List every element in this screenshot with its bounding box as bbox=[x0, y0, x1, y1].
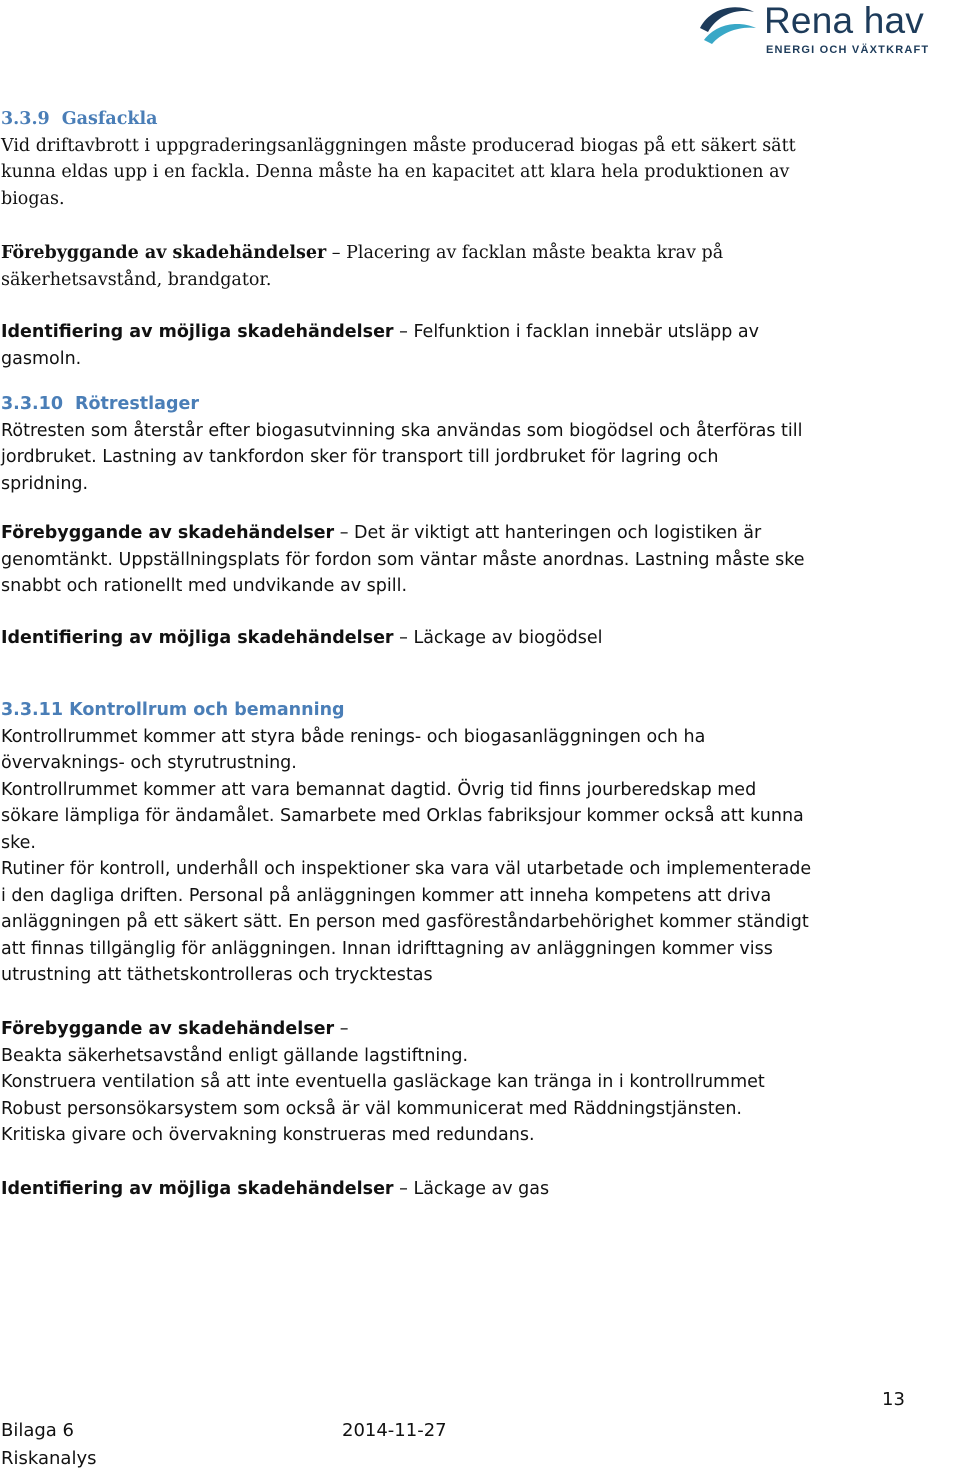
footer-doc-title: Riskanalys bbox=[1, 1448, 97, 1469]
prevention-text: – Det är viktigt att hanteringen och logistiken är bbox=[334, 523, 762, 543]
paragraph-line: Kontrollrummet kommer att styra både renings- och biogasanläggningen och ha bbox=[1, 726, 706, 747]
paragraph-line: utrustning att täthetskontrolleras och trycktestas bbox=[1, 965, 433, 985]
footer-left bbox=[1, 1417, 97, 1473]
identification-paragraph bbox=[1, 319, 931, 372]
logo-tagline: ENERGI OCH VÄXTKRAFT bbox=[766, 44, 930, 56]
page-number: 13 bbox=[882, 1389, 905, 1410]
identification-paragraph bbox=[1, 625, 931, 652]
section-title: Gasfackla bbox=[61, 109, 158, 129]
paragraph-line: spridning. bbox=[1, 473, 89, 494]
prevention-label: Förebyggande av skadehändelser bbox=[1, 1019, 335, 1039]
identification-paragraph bbox=[1, 1176, 931, 1203]
prevention-text: snabbt och rationellt med undvikande av spill. bbox=[1, 576, 408, 596]
rena-hav-logo bbox=[696, 2, 958, 66]
prevention-paragraph bbox=[1, 520, 931, 600]
footer-attachment: Bilaga 6 bbox=[1, 1420, 75, 1441]
section-heading bbox=[1, 391, 931, 418]
prevention-paragraph bbox=[1, 1016, 931, 1149]
prevention-paragraph bbox=[1, 240, 931, 293]
prevention-dash: – bbox=[334, 1019, 349, 1039]
paragraph-line: anläggningen på ett säkert sätt. En person med gasföreståndarbehörighet kommer ständigt bbox=[1, 912, 809, 932]
paragraph-line: ske. bbox=[1, 832, 36, 853]
identification-text: – Läckage av biogödsel bbox=[393, 628, 603, 648]
prevention-line: Kritiska givare och övervakning konstrueras med redundans. bbox=[1, 1125, 535, 1145]
paragraph-line: Kontrollrummet kommer att vara bemannat dagtid. Övrig tid finns jourberedskap med bbox=[1, 779, 757, 800]
wave-logo-icon bbox=[696, 2, 760, 48]
section-heading bbox=[1, 106, 931, 133]
section-3-3-10 bbox=[1, 391, 931, 497]
section-3-3-9 bbox=[1, 106, 931, 212]
section-title: Rötrestlager bbox=[75, 394, 199, 414]
paragraph-line: Rutiner för kontroll, underhåll och inspektioner ska vara väl utarbetade och implementerade bbox=[1, 859, 812, 879]
paragraph-line: övervaknings- och styrutrustning. bbox=[1, 753, 297, 773]
prevention-line: Robust personsökarsystem som också är väl kommunicerat med Räddningstjänsten. bbox=[1, 1098, 742, 1119]
paragraph-line: kunna eldas upp i en fackla. Denna måste ha en kapacitet att klara hela produktionen av bbox=[1, 162, 790, 182]
prevention-label: Förebyggande av skadehändelser bbox=[1, 523, 335, 543]
prevention-text: – Placering av facklan måste beakta krav på bbox=[326, 243, 724, 263]
logo-name: Rena hav bbox=[764, 0, 924, 41]
paragraph-line: biogas. bbox=[1, 188, 65, 209]
prevention-text: säkerhetsavstånd, brandgator. bbox=[1, 269, 272, 290]
section-number: 3.3.9 bbox=[1, 109, 50, 129]
identification-label: Identifiering av möjliga skadehändelser bbox=[1, 1179, 394, 1199]
identification-label: Identifiering av möjliga skadehändelser bbox=[1, 628, 394, 648]
identification-label: Identifiering av möjliga skadehändelser bbox=[1, 322, 394, 342]
paragraph-line: i den dagliga driften. Personal på anläggningen kommer att inneha kompetens att driva bbox=[1, 885, 772, 906]
footer-date: 2014-11-27 bbox=[342, 1420, 447, 1441]
section-number: 3.3.10 bbox=[1, 394, 64, 414]
identification-text: gasmoln. bbox=[1, 348, 82, 369]
paragraph-line: Vid driftavbrott i uppgraderingsanläggningen måste producerad biogas på ett säkert sätt bbox=[1, 135, 796, 156]
identification-text: – Felfunktion i facklan innebär utsläpp av bbox=[393, 322, 759, 342]
prevention-label: Förebyggande av skadehändelser bbox=[1, 243, 327, 263]
identification-text: – Läckage av gas bbox=[393, 1179, 550, 1199]
paragraph-line: Rötresten som återstår efter biogasutvinning ska användas som biogödsel och återföras till bbox=[1, 420, 803, 441]
prevention-text: genomtänkt. Uppställningsplats för fordon som väntar måste anordnas. Lastning måste ske bbox=[1, 549, 805, 570]
prevention-line: Beakta säkerhetsavstånd enligt gällande lagstiftning. bbox=[1, 1045, 469, 1066]
paragraph-line: jordbruket. Lastning av tankfordon sker för transport till jordbruket för lagring och bbox=[1, 447, 719, 467]
paragraph-line: sökare lämpliga för ändamålet. Samarbete med Orklas fabriksjour kommer också att kunna bbox=[1, 806, 804, 826]
prevention-line: Konstruera ventilation så att inte eventuella gasläckage kan tränga in i kontrollrummet bbox=[1, 1072, 765, 1092]
paragraph-line: att finnas tillgänglig för anläggningen. Innan idrifttagning av anläggningen kommer viss bbox=[1, 938, 773, 959]
section-heading: 3.3.11 Kontrollrum och bemanning bbox=[1, 700, 345, 720]
section-3-3-11 bbox=[1, 697, 931, 989]
